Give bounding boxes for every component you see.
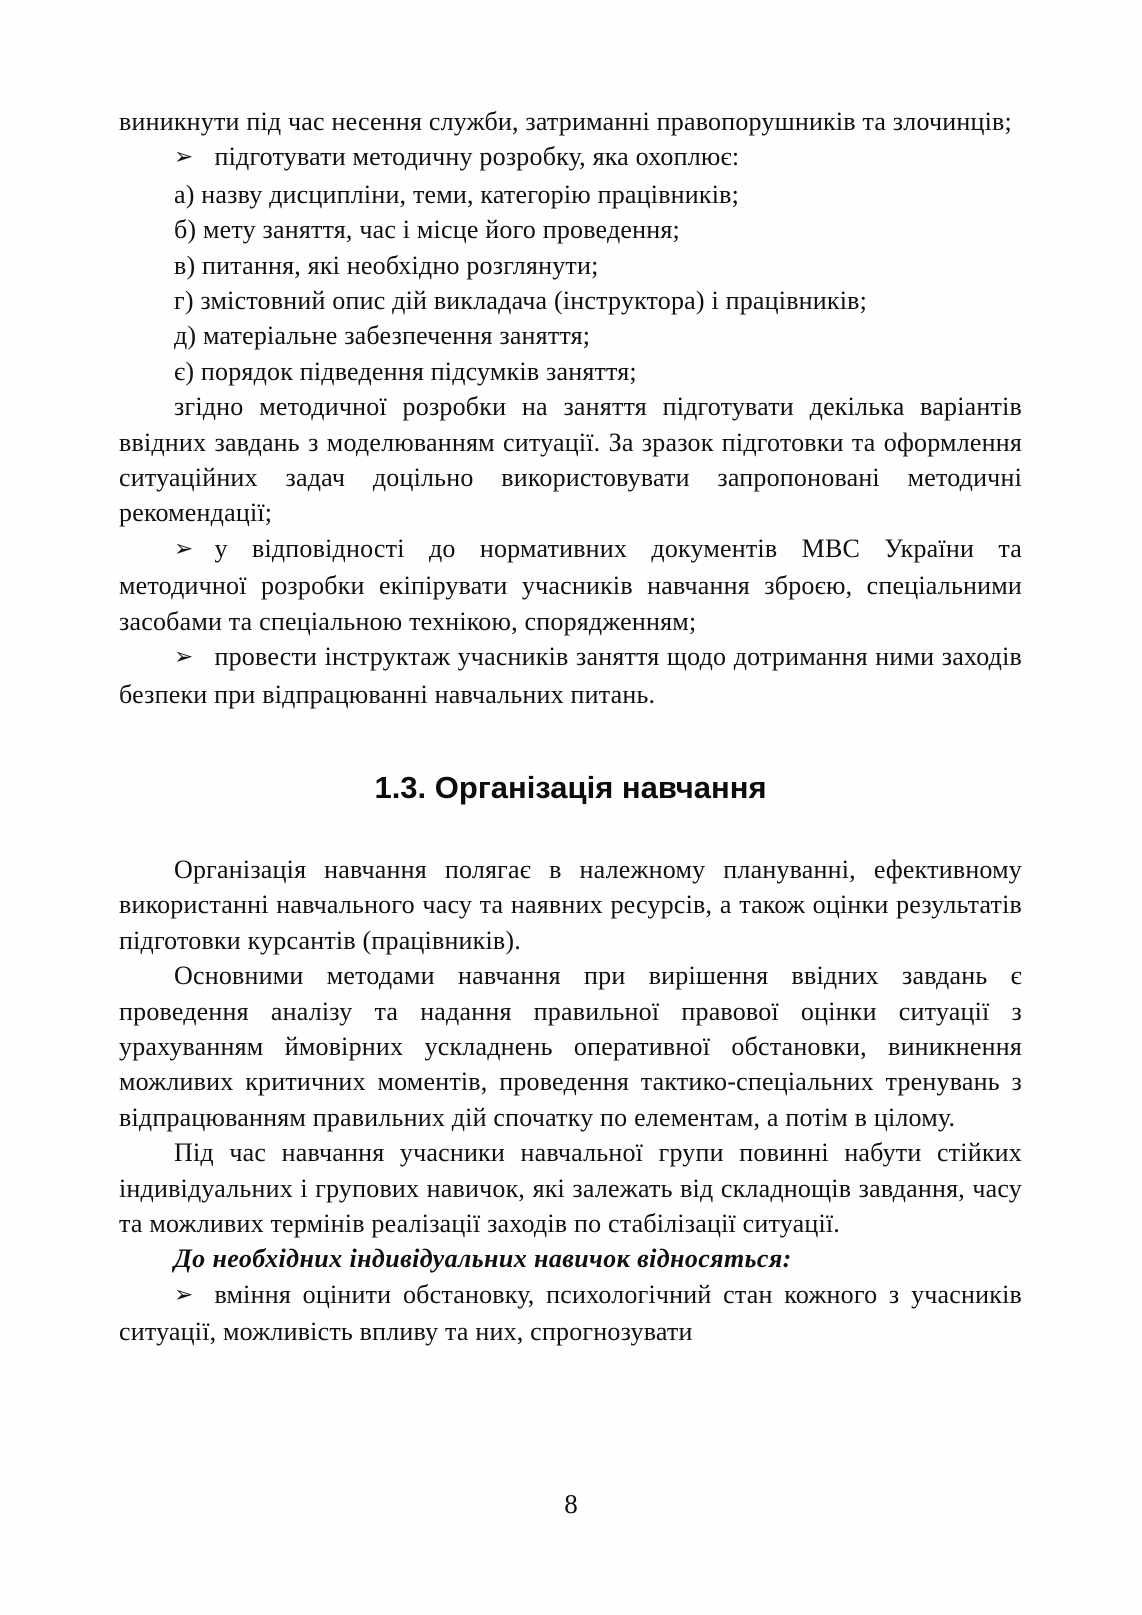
list-item-lettered: г) змістовний опис дій викладача (інструктора) і працівників;	[174, 286, 868, 316]
page-number: 8	[564, 1489, 578, 1519]
list-item-bullet	[119, 139, 1022, 176]
paragraph: Основними методами навчання при вирішення ввідних завдань є проведення аналізу та надання правильної правової оцінки ситуації з урахуванням ймовірних ускладнень оперативної обстановки, виникнення можливих критичних моментів, проведення тактико-спеціальних тренувань з відпрацюванням правильних дій спочатку по елементам, а потім в цілому.	[119, 961, 1022, 1132]
list-item-lettered: є) порядок підведення підсумків заняття;	[174, 356, 637, 386]
list-item-bullet	[119, 1277, 1022, 1350]
list-item-lettered: д) матеріальне забезпечення заняття;	[174, 321, 591, 351]
arrowhead-bullet-icon: ➢	[174, 535, 194, 562]
page-body	[119, 104, 1022, 1350]
paragraph: виникнути під час несення служби, затриманні правопорушників та злочинців;	[119, 107, 1012, 136]
list-item-bullet	[119, 639, 1022, 712]
list-item-bullet	[119, 531, 1022, 639]
list-item-text: у відповідності до нормативних документів МВС України та методичної розробки екіпірувати учасників навчання зброєю, спеціальними засобами та спеціальною технікою, спорядженням;	[119, 533, 1022, 636]
list-item-text: підготувати методичну розробку, яка охоплює:	[214, 142, 740, 172]
list-item-text: провести інструктаж учасників заняття щодо дотримання ними заходів безпеки при відпрацюванні навчальних питань.	[119, 642, 1022, 709]
section-heading: 1.3. Організація навчання	[374, 769, 767, 805]
paragraph: згідно методичної розробки на заняття підготувати декілька варіантів ввідних завдань з моделюванням ситуації. За зразок підготовки та оформлення ситуаційних задач доцільно використовувати запропоновані методичні рекомендації;	[119, 392, 1022, 528]
emphasis-lead-in: До необхідних індивідуальних навичок відносяться:	[174, 1244, 792, 1274]
paragraph: Під час навчання учасники навчальної групи повинні набути стійких індивідуальних і групових навичок, які залежать від складнощів завдання, часу та можливих термінів реалізації заходів по стабілізації ситуації.	[119, 1138, 1022, 1238]
arrowhead-bullet-icon: ➢	[174, 1281, 194, 1308]
arrowhead-bullet-icon: ➢	[174, 644, 194, 671]
list-item-lettered: а) назву дисципліни, теми, категорію працівників;	[174, 179, 740, 209]
list-item-text: вміння оцінити обстановку, психологічний стан кожного з учасників ситуації, можливість впливу та них, спрогнозувати	[119, 1279, 1022, 1347]
paragraph: Організація навчання полягає в належному плануванні, ефективному використанні навчального часу та наявних ресурсів, а також оцінки результатів підготовки курсантів (працівників).	[119, 854, 1022, 955]
list-item-lettered: б) мету заняття, час і місце його проведення;	[174, 215, 680, 245]
arrowhead-bullet-icon: ➢	[174, 144, 194, 171]
list-item-lettered: в) питання, які необхідно розглянути;	[174, 250, 599, 280]
